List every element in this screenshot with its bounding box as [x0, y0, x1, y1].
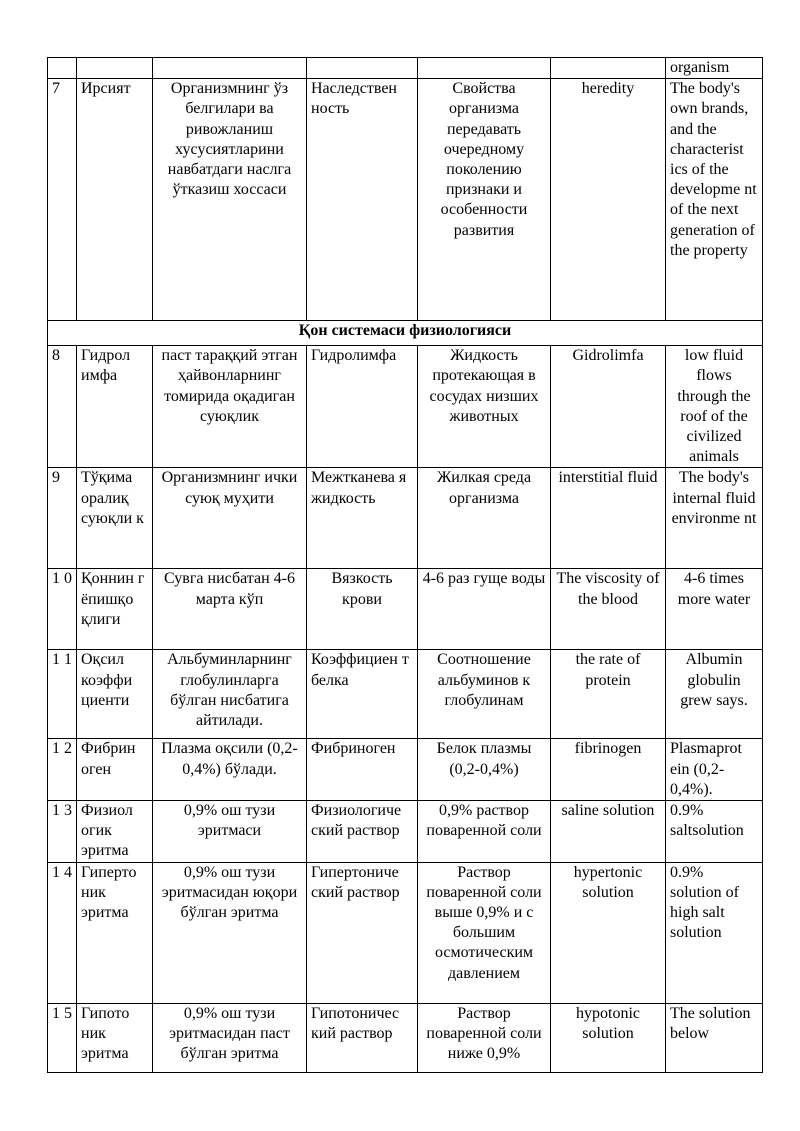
table-row	[48, 650, 763, 739]
uz-definition-cell: 0,9% ош тузи эритмаси	[153, 801, 307, 863]
ru-term-cell: Наследствен ность	[307, 79, 418, 321]
en-definition-cell: low fluid flows through the roof of the civilized animals	[666, 346, 763, 468]
table-row	[48, 739, 763, 801]
ru-definition-cell: Свойства организма передавать очередному поколению признаки и особенности развития	[418, 79, 551, 321]
num-cell: 1 0	[48, 569, 77, 650]
en-definition-cell: Albumin globulin grew says.	[666, 650, 763, 739]
en-definition-cell: The body's internal fluid environme nt	[666, 468, 763, 569]
uz-term-cell: Гипото ник эритма	[77, 1003, 153, 1072]
ru-term-cell: Вязкость крови	[307, 569, 418, 650]
ru-definition-cell: Белок плазмы (0,2-0,4%)	[418, 739, 551, 801]
uz-definition-cell: 0,9% ош тузи эритмасидан паст бўлган эритма	[153, 1003, 307, 1072]
table-row	[48, 569, 763, 650]
ru-definition-cell: Жилкая среда организма	[418, 468, 551, 569]
en-term-cell: hypotonic solution	[551, 1003, 666, 1072]
table-row	[48, 346, 763, 468]
en-definition-cell: 0.9% saltsolution	[666, 801, 763, 863]
glossary-table	[47, 57, 763, 1073]
table-row	[48, 468, 763, 569]
num-cell: 8	[48, 346, 77, 468]
uz-term-cell: Физиол огик эритма	[77, 801, 153, 863]
en-definition-cell: 4-6 times more water	[666, 569, 763, 650]
table-row	[48, 801, 763, 863]
uz-definition-cell: Сувга нисбатан 4-6 марта кўп	[153, 569, 307, 650]
uz-term-cell: Ирсият	[77, 79, 153, 321]
uz-definition-cell: Плазма оқсили (0,2-0,4%) бўлади.	[153, 739, 307, 801]
ru-definition-cell: 4-6 раз гуще воды	[418, 569, 551, 650]
en-definition-cell: 0.9% solution of high salt solution	[666, 862, 763, 1003]
table-row-fragment	[48, 58, 763, 79]
ru-term-cell: Гипотоничес кий раствор	[307, 1003, 418, 1072]
uz-term-cell: Қоннин г ёпишқо қлиги	[77, 569, 153, 650]
en-definition-cell: Plasmaprot ein (0,2-0,4%).	[666, 739, 763, 801]
num-cell: 1 1	[48, 650, 77, 739]
ru-definition-cell	[418, 58, 551, 79]
ru-term-cell: Гидролимфа	[307, 346, 418, 468]
table-row	[48, 862, 763, 1003]
ru-term-cell: Гипертониче ский раствор	[307, 862, 418, 1003]
uz-definition-cell: 0,9% ош тузи эритмасидан юқори бўлган эритма	[153, 862, 307, 1003]
num-cell: 7	[48, 79, 77, 321]
en-term-cell: heredity	[551, 79, 666, 321]
uz-definition-cell: Организмнинг ўз белгилари ва ривожланиш хусусиятларини навбатдаги наслга ўтказиш хоссаси	[153, 79, 307, 321]
continuation-text: organism	[670, 59, 730, 76]
en-term-cell: The viscosity of the blood	[551, 569, 666, 650]
uz-term-cell: Оқсил коэффи циенти	[77, 650, 153, 739]
num-cell: 1 4	[48, 862, 77, 1003]
section-header-row	[48, 321, 763, 346]
ru-term-cell: Межтканева я жидкость	[307, 468, 418, 569]
en-term-cell: hypertonic solution	[551, 862, 666, 1003]
uz-term-cell: Гидрол имфа	[77, 346, 153, 468]
uz-definition-cell	[153, 58, 307, 79]
ru-definition-cell: Раствор поваренной соли ниже 0,9%	[418, 1003, 551, 1072]
en-term-cell	[551, 58, 666, 79]
table-row	[48, 1003, 763, 1072]
num-cell: 1 3	[48, 801, 77, 863]
uz-term-cell: Гиперто ник эритма	[77, 862, 153, 1003]
en-term-cell: the rate of protein	[551, 650, 666, 739]
uz-term-cell	[77, 58, 153, 79]
num-cell: 1 5	[48, 1003, 77, 1072]
uz-definition-cell: Альбуминларнинг глобулинларга бўлган нисбатига айтилади.	[153, 650, 307, 739]
ru-term-cell: Фибриноген	[307, 739, 418, 801]
glossary-body	[48, 58, 763, 1073]
ru-term-cell: Физиологиче ский раствор	[307, 801, 418, 863]
num-cell: 1 2	[48, 739, 77, 801]
uz-definition-cell: Организмнинг ички суюқ муҳити	[153, 468, 307, 569]
en-term-cell: saline solution	[551, 801, 666, 863]
num-cell: 9	[48, 468, 77, 569]
ru-definition-cell: Раствор поваренной соли выше 0,9% и с большим осмотическим давлением	[418, 862, 551, 1003]
uz-term-cell: Фибрин оген	[77, 739, 153, 801]
num-cell	[48, 58, 77, 79]
en-definition-cell	[666, 58, 763, 79]
ru-definition-cell: Соотношение альбуминов к глобулинам	[418, 650, 551, 739]
en-term-cell: interstitial fluid	[551, 468, 666, 569]
uz-definition-cell: паст тараққий этган ҳайвонларнинг томирида оқадиган суюқлик	[153, 346, 307, 468]
en-definition-cell: The solution below	[666, 1003, 763, 1072]
uz-term-cell: Тўқима оралиқ суюқли к	[77, 468, 153, 569]
ru-term-cell	[307, 58, 418, 79]
ru-definition-cell: 0,9% раствор поваренной соли	[418, 801, 551, 863]
ru-term-cell: Коэффициен т белка	[307, 650, 418, 739]
en-definition-cell: The body's own brands, and the characterist ics of the developme nt of the next generation of the property	[666, 79, 763, 321]
section-title: Қон системаси физиологияси	[48, 321, 763, 346]
en-term-cell: fibrinogen	[551, 739, 666, 801]
en-term-cell: Gidrolimfa	[551, 346, 666, 468]
table-row	[48, 79, 763, 321]
ru-definition-cell: Жидкость протекающая в сосудах низших животных	[418, 346, 551, 468]
